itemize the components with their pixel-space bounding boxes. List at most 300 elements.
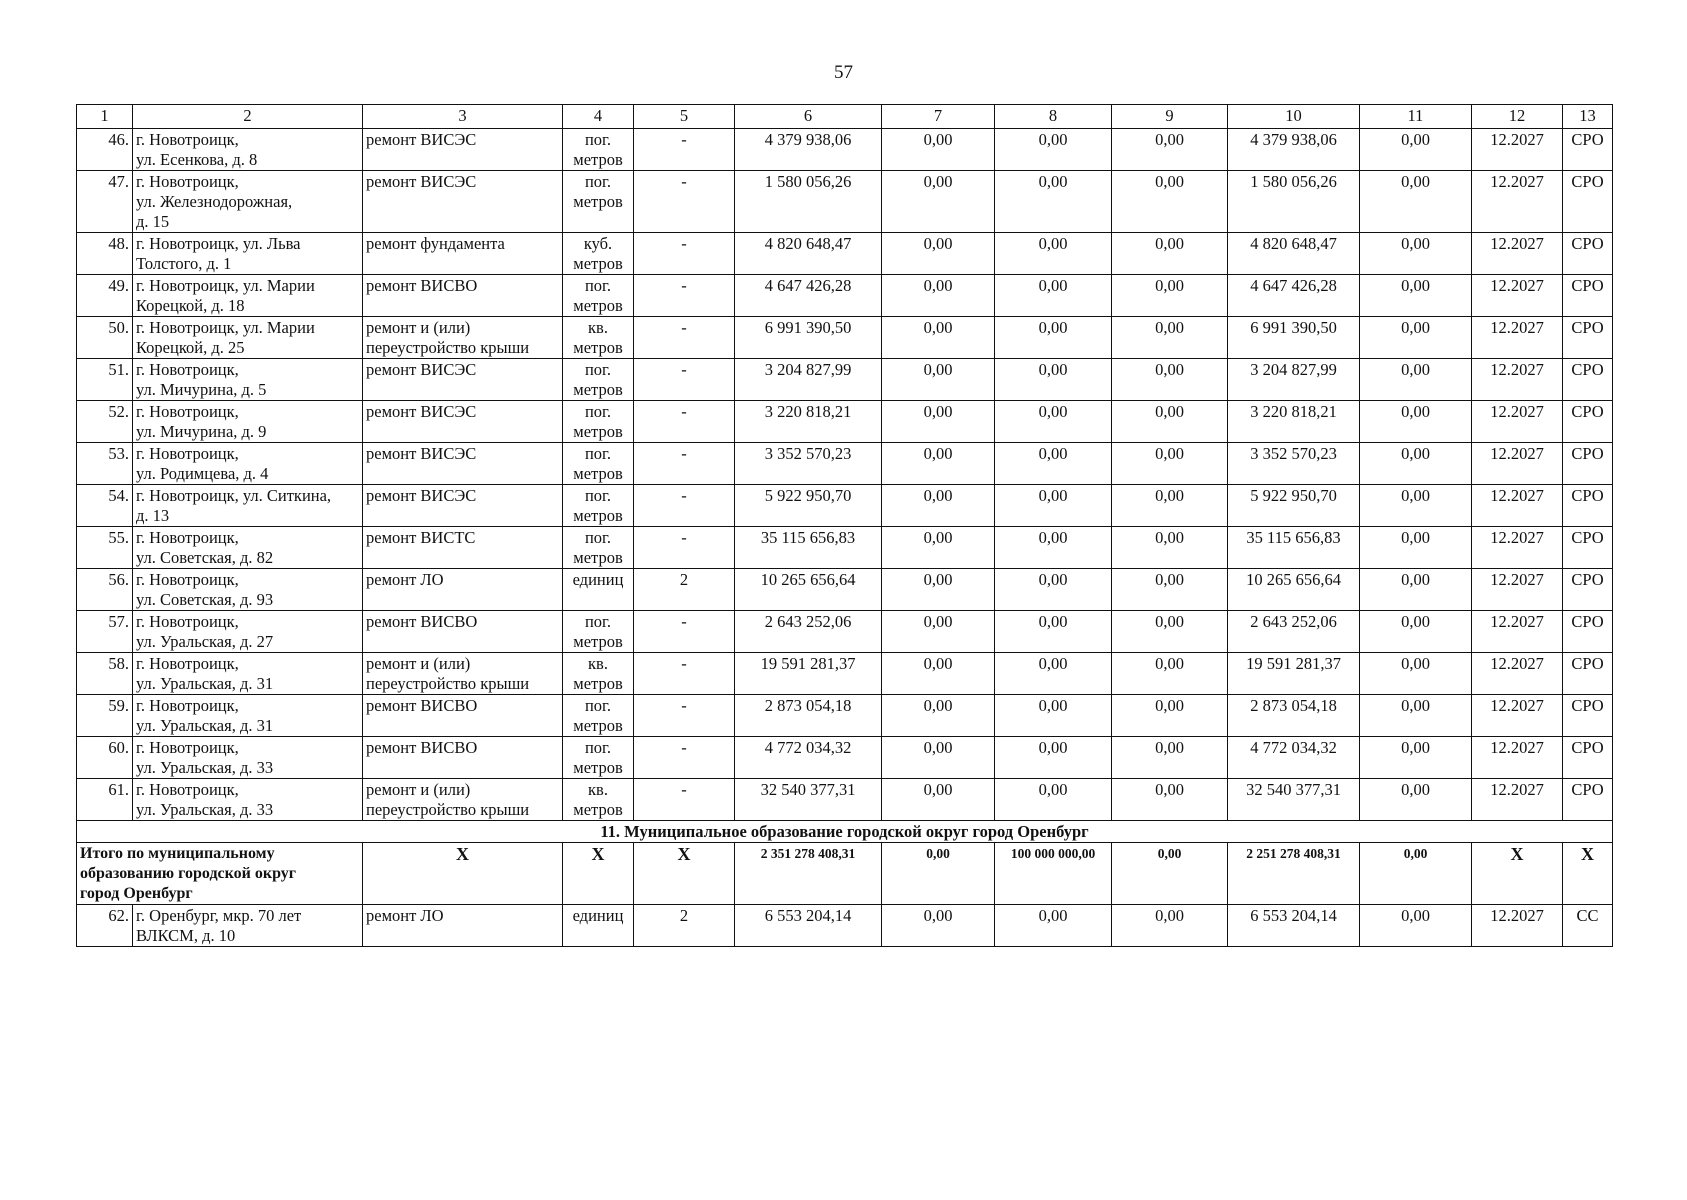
value-cell-9: 0,00 — [1112, 695, 1228, 737]
value-cell-9: 0,00 — [1112, 275, 1228, 317]
quantity-cell: - — [634, 317, 735, 359]
value-cell-11: 0,00 — [1360, 401, 1472, 443]
value-cell-12: 12.2027 — [1472, 737, 1563, 779]
address-cell — [133, 653, 363, 695]
address-cell-line: Корецкой, д. 25 — [136, 338, 245, 357]
unit-cell-line: метров — [573, 422, 623, 441]
value-cell-7: 0,00 — [882, 233, 995, 275]
value-cell-7: 0,00 — [882, 275, 995, 317]
value-cell-12: 12.2027 — [1472, 485, 1563, 527]
work-type-cell-line: ремонт ВИСЭС — [366, 172, 477, 191]
value-cell-11: 0,00 — [1360, 737, 1472, 779]
value-cell-6: 4 379 938,06 — [735, 129, 882, 171]
address-cell-line: ул. Советская, д. 93 — [136, 590, 274, 609]
value-cell-6: 3 352 570,23 — [735, 443, 882, 485]
value-cell-13: СРО — [1563, 171, 1613, 233]
value-cell-9: 0,00 — [1112, 171, 1228, 233]
value-cell-13: СРО — [1563, 569, 1613, 611]
unit-cell-line: метров — [573, 758, 623, 777]
work-type-cell-line: ремонт и (или) — [366, 780, 471, 799]
value-cell-11: 0,00 — [1360, 359, 1472, 401]
value-cell-8: 0,00 — [995, 779, 1112, 821]
table-row — [77, 527, 1613, 569]
value-cell-7: 0,00 — [882, 905, 995, 947]
row-number: 59. — [77, 695, 133, 737]
row-number: 53. — [77, 443, 133, 485]
value-cell-6: 5 922 950,70 — [735, 485, 882, 527]
unit-cell-line: пог. — [584, 276, 612, 295]
value-cell-12: 12.2027 — [1472, 611, 1563, 653]
row-number: 49. — [77, 275, 133, 317]
table-body — [77, 105, 1613, 947]
address-cell-line: ул. Есенкова, д. 8 — [136, 150, 258, 169]
value-cell-8: 0,00 — [995, 737, 1112, 779]
value-cell-6: 6 553 204,14 — [735, 905, 882, 947]
row-number: 57. — [77, 611, 133, 653]
value-cell-6: 19 591 281,37 — [735, 653, 882, 695]
value-cell-13: СРО — [1563, 737, 1613, 779]
quantity-cell: - — [634, 485, 735, 527]
value-cell-9: 0,00 — [1112, 317, 1228, 359]
total-cell-13: Х — [1563, 843, 1613, 905]
row-number: 58. — [77, 653, 133, 695]
value-cell-11: 0,00 — [1360, 779, 1472, 821]
value-cell-6: 4 820 648,47 — [735, 233, 882, 275]
unit-cell-line: метров — [573, 464, 623, 483]
total-label-line: город Оренбург — [80, 885, 193, 902]
value-cell-11: 0,00 — [1360, 233, 1472, 275]
row-number: 52. — [77, 401, 133, 443]
column-number-cell: 13 — [1563, 105, 1613, 129]
address-cell — [133, 443, 363, 485]
unit-cell — [563, 443, 634, 485]
table-row — [77, 171, 1613, 233]
address-cell-line: г. Новотроицк, ул. Льва — [136, 234, 301, 253]
work-type-cell-line: переустройство крыши — [366, 338, 530, 357]
table-row — [77, 275, 1613, 317]
unit-cell-line: пог. — [584, 130, 612, 149]
value-cell-7: 0,00 — [882, 129, 995, 171]
table-row — [77, 569, 1613, 611]
value-cell-10: 2 643 252,06 — [1228, 611, 1360, 653]
value-cell-11: 0,00 — [1360, 653, 1472, 695]
value-cell-11: 0,00 — [1360, 569, 1472, 611]
row-number: 48. — [77, 233, 133, 275]
table-row — [77, 695, 1613, 737]
work-type-cell-line: ремонт ВИСВО — [366, 276, 478, 295]
total-cell-8: 100 000 000,00 — [995, 843, 1112, 905]
work-type-cell-line: переустройство крыши — [366, 800, 530, 819]
value-cell-8: 0,00 — [995, 401, 1112, 443]
unit-cell-line: метров — [573, 338, 623, 357]
unit-cell-line: кв. — [588, 780, 608, 799]
work-type-cell — [363, 653, 563, 695]
address-cell-line: Толстого, д. 1 — [136, 254, 232, 273]
address-cell — [133, 695, 363, 737]
address-cell-line: г. Новотроицк, — [136, 570, 239, 589]
value-cell-8: 0,00 — [995, 275, 1112, 317]
value-cell-6: 10 265 656,64 — [735, 569, 882, 611]
value-cell-8: 0,00 — [995, 695, 1112, 737]
value-cell-7: 0,00 — [882, 779, 995, 821]
column-number-cell: 4 — [563, 105, 634, 129]
column-number-cell: 1 — [77, 105, 133, 129]
value-cell-12: 12.2027 — [1472, 443, 1563, 485]
value-cell-12: 12.2027 — [1472, 129, 1563, 171]
quantity-cell: - — [634, 653, 735, 695]
value-cell-8: 0,00 — [995, 233, 1112, 275]
total-cell-6: 2 351 278 408,31 — [735, 843, 882, 905]
address-cell-line: ул. Уральская, д. 27 — [136, 632, 274, 651]
work-type-cell — [363, 275, 563, 317]
value-cell-10: 6 553 204,14 — [1228, 905, 1360, 947]
address-cell-line: д. 13 — [136, 506, 170, 525]
unit-cell-line: пог. — [584, 738, 612, 757]
column-number-cell: 10 — [1228, 105, 1360, 129]
address-cell-line: г. Новотроицк, — [136, 130, 239, 149]
value-cell-11: 0,00 — [1360, 905, 1472, 947]
value-cell-10: 1 580 056,26 — [1228, 171, 1360, 233]
table-row — [77, 737, 1613, 779]
unit-cell — [563, 611, 634, 653]
value-cell-6: 32 540 377,31 — [735, 779, 882, 821]
unit-cell — [563, 695, 634, 737]
value-cell-10: 3 352 570,23 — [1228, 443, 1360, 485]
unit-cell-line: единиц — [572, 906, 624, 925]
value-cell-10: 35 115 656,83 — [1228, 527, 1360, 569]
address-cell — [133, 275, 363, 317]
address-cell — [133, 611, 363, 653]
unit-cell-line: метров — [573, 716, 623, 735]
address-cell-line: г. Новотроицк, — [136, 654, 239, 673]
value-cell-13: СРО — [1563, 695, 1613, 737]
value-cell-12: 12.2027 — [1472, 653, 1563, 695]
value-cell-13: СРО — [1563, 129, 1613, 171]
unit-cell — [563, 527, 634, 569]
unit-cell-line: пог. — [584, 172, 612, 191]
unit-cell — [563, 275, 634, 317]
address-cell-line: г. Оренбург, мкр. 70 лет — [136, 906, 302, 925]
value-cell-12: 12.2027 — [1472, 317, 1563, 359]
value-cell-7: 0,00 — [882, 527, 995, 569]
quantity-cell: - — [634, 233, 735, 275]
value-cell-6: 6 991 390,50 — [735, 317, 882, 359]
row-number: 51. — [77, 359, 133, 401]
work-type-cell-line: ремонт ВИСЭС — [366, 486, 477, 505]
column-number-cell: 2 — [133, 105, 363, 129]
row-number: 46. — [77, 129, 133, 171]
unit-cell — [563, 569, 634, 611]
work-type-cell-line: ремонт ЛО — [366, 570, 444, 589]
value-cell-10: 6 991 390,50 — [1228, 317, 1360, 359]
value-cell-9: 0,00 — [1112, 129, 1228, 171]
value-cell-9: 0,00 — [1112, 401, 1228, 443]
quantity-cell: - — [634, 527, 735, 569]
unit-cell — [563, 359, 634, 401]
address-cell — [133, 171, 363, 233]
value-cell-9: 0,00 — [1112, 443, 1228, 485]
value-cell-10: 4 647 426,28 — [1228, 275, 1360, 317]
address-cell-line: г. Новотроицк, ул. Ситкина, — [136, 486, 332, 505]
work-type-cell-line: ремонт ВИСВО — [366, 696, 478, 715]
unit-cell-line: единиц — [572, 570, 624, 589]
total-cell-5: Х — [634, 843, 735, 905]
work-type-cell-line: ремонт и (или) — [366, 318, 471, 337]
address-cell-line: ул. Уральская, д. 31 — [136, 716, 274, 735]
total-label-line: Итого по муниципальному — [80, 845, 275, 862]
value-cell-8: 0,00 — [995, 359, 1112, 401]
table-row — [77, 905, 1613, 947]
total-label-line: образованию городской округ — [80, 865, 297, 882]
total-cell-11: 0,00 — [1360, 843, 1472, 905]
work-type-cell-line: ремонт ВИСЭС — [366, 444, 477, 463]
quantity-cell: - — [634, 737, 735, 779]
value-cell-8: 0,00 — [995, 485, 1112, 527]
address-cell-line: г. Новотроицк, — [136, 696, 239, 715]
address-cell-line: ул. Мичурина, д. 5 — [136, 380, 267, 399]
address-cell — [133, 233, 363, 275]
total-cell-7: 0,00 — [882, 843, 995, 905]
value-cell-10: 10 265 656,64 — [1228, 569, 1360, 611]
unit-cell-line: метров — [573, 380, 623, 399]
value-cell-10: 4 379 938,06 — [1228, 129, 1360, 171]
value-cell-10: 4 820 648,47 — [1228, 233, 1360, 275]
unit-cell — [563, 737, 634, 779]
row-number: 62. — [77, 905, 133, 947]
value-cell-7: 0,00 — [882, 401, 995, 443]
column-number-cell: 11 — [1360, 105, 1472, 129]
address-cell-line: г. Новотроицк, — [136, 360, 239, 379]
unit-cell-line: куб. — [583, 234, 613, 253]
row-number: 61. — [77, 779, 133, 821]
address-cell-line: г. Новотроицк, — [136, 780, 239, 799]
address-cell-line: г. Новотроицк, — [136, 612, 239, 631]
work-type-cell — [363, 485, 563, 527]
work-type-cell-line: ремонт ВИСВО — [366, 612, 478, 631]
value-cell-10: 3 220 818,21 — [1228, 401, 1360, 443]
value-cell-8: 0,00 — [995, 171, 1112, 233]
address-cell — [133, 737, 363, 779]
value-cell-12: 12.2027 — [1472, 275, 1563, 317]
work-type-cell — [363, 359, 563, 401]
unit-cell-line: метров — [573, 506, 623, 525]
work-type-cell — [363, 129, 563, 171]
total-cell-12: Х — [1472, 843, 1563, 905]
value-cell-11: 0,00 — [1360, 443, 1472, 485]
address-cell-line: г. Новотроицк, — [136, 738, 239, 757]
value-cell-11: 0,00 — [1360, 171, 1472, 233]
address-cell-line: ул. Уральская, д. 31 — [136, 674, 274, 693]
unit-cell-line: кв. — [588, 654, 608, 673]
unit-cell — [563, 905, 634, 947]
unit-cell-line: метров — [573, 632, 623, 651]
section-title: 11. Муниципальное образование городской округ город Оренбург — [77, 821, 1613, 843]
value-cell-10: 19 591 281,37 — [1228, 653, 1360, 695]
unit-cell — [563, 233, 634, 275]
work-type-cell — [363, 171, 563, 233]
value-cell-7: 0,00 — [882, 171, 995, 233]
work-type-cell — [363, 779, 563, 821]
quantity-cell: - — [634, 171, 735, 233]
address-cell-line: ул. Уральская, д. 33 — [136, 800, 274, 819]
unit-cell — [563, 485, 634, 527]
table-row — [77, 611, 1613, 653]
value-cell-6: 2 873 054,18 — [735, 695, 882, 737]
value-cell-6: 35 115 656,83 — [735, 527, 882, 569]
section-header-row — [77, 821, 1613, 843]
unit-cell-line: метров — [573, 800, 623, 819]
value-cell-12: 12.2027 — [1472, 527, 1563, 569]
row-number: 60. — [77, 737, 133, 779]
address-cell — [133, 359, 363, 401]
value-cell-6: 4 772 034,32 — [735, 737, 882, 779]
quantity-cell: - — [634, 695, 735, 737]
value-cell-11: 0,00 — [1360, 485, 1472, 527]
address-cell — [133, 779, 363, 821]
value-cell-13: СРО — [1563, 359, 1613, 401]
capital-repair-table — [76, 104, 1613, 947]
address-cell-line: д. 15 — [136, 212, 170, 231]
work-type-cell — [363, 611, 563, 653]
address-cell-line: г. Новотроицк, — [136, 528, 239, 547]
value-cell-9: 0,00 — [1112, 569, 1228, 611]
value-cell-13: СРО — [1563, 233, 1613, 275]
column-number-row — [77, 105, 1613, 129]
total-cell-3: Х — [363, 843, 563, 905]
value-cell-11: 0,00 — [1360, 275, 1472, 317]
value-cell-8: 0,00 — [995, 569, 1112, 611]
table-row — [77, 485, 1613, 527]
quantity-cell: - — [634, 275, 735, 317]
value-cell-8: 0,00 — [995, 443, 1112, 485]
value-cell-11: 0,00 — [1360, 129, 1472, 171]
quantity-cell: - — [634, 443, 735, 485]
value-cell-9: 0,00 — [1112, 779, 1228, 821]
work-type-cell — [363, 737, 563, 779]
value-cell-12: 12.2027 — [1472, 171, 1563, 233]
table-row — [77, 129, 1613, 171]
value-cell-9: 0,00 — [1112, 359, 1228, 401]
address-cell — [133, 485, 363, 527]
total-cell-9: 0,00 — [1112, 843, 1228, 905]
value-cell-10: 5 922 950,70 — [1228, 485, 1360, 527]
column-number-cell: 9 — [1112, 105, 1228, 129]
quantity-cell: - — [634, 359, 735, 401]
address-cell-line: ВЛКСМ, д. 10 — [136, 926, 236, 945]
row-number: 56. — [77, 569, 133, 611]
value-cell-13: СРО — [1563, 779, 1613, 821]
value-cell-6: 3 204 827,99 — [735, 359, 882, 401]
column-number-cell: 8 — [995, 105, 1112, 129]
work-type-cell-line: ремонт ЛО — [366, 906, 444, 925]
value-cell-8: 0,00 — [995, 653, 1112, 695]
value-cell-8: 0,00 — [995, 905, 1112, 947]
unit-cell — [563, 129, 634, 171]
column-number-cell: 6 — [735, 105, 882, 129]
value-cell-7: 0,00 — [882, 695, 995, 737]
value-cell-11: 0,00 — [1360, 317, 1472, 359]
value-cell-7: 0,00 — [882, 737, 995, 779]
table-row — [77, 401, 1613, 443]
unit-cell — [563, 401, 634, 443]
row-number: 54. — [77, 485, 133, 527]
value-cell-9: 0,00 — [1112, 737, 1228, 779]
value-cell-9: 0,00 — [1112, 233, 1228, 275]
value-cell-13: СРО — [1563, 527, 1613, 569]
unit-cell-line: метров — [573, 548, 623, 567]
quantity-cell: - — [634, 129, 735, 171]
quantity-cell: 2 — [634, 569, 735, 611]
address-cell — [133, 569, 363, 611]
value-cell-8: 0,00 — [995, 317, 1112, 359]
unit-cell-line: пог. — [584, 402, 612, 421]
value-cell-13: СРО — [1563, 653, 1613, 695]
address-cell-line: г. Новотроицк, — [136, 172, 239, 191]
value-cell-6: 1 580 056,26 — [735, 171, 882, 233]
unit-cell-line: пог. — [584, 486, 612, 505]
address-cell — [133, 905, 363, 947]
address-cell-line: г. Новотроицк, — [136, 402, 239, 421]
work-type-cell — [363, 317, 563, 359]
unit-cell-line: метров — [573, 296, 623, 315]
value-cell-12: 12.2027 — [1472, 779, 1563, 821]
value-cell-11: 0,00 — [1360, 611, 1472, 653]
total-label — [77, 843, 363, 905]
work-type-cell — [363, 443, 563, 485]
value-cell-8: 0,00 — [995, 611, 1112, 653]
unit-cell — [563, 171, 634, 233]
column-number-cell: 5 — [634, 105, 735, 129]
value-cell-7: 0,00 — [882, 485, 995, 527]
unit-cell-line: пог. — [584, 612, 612, 631]
value-cell-13: СРО — [1563, 317, 1613, 359]
value-cell-7: 0,00 — [882, 359, 995, 401]
value-cell-12: 12.2027 — [1472, 695, 1563, 737]
work-type-cell-line: переустройство крыши — [366, 674, 530, 693]
table-row — [77, 359, 1613, 401]
value-cell-6: 3 220 818,21 — [735, 401, 882, 443]
value-cell-8: 0,00 — [995, 129, 1112, 171]
page-number: 57 — [834, 62, 853, 83]
work-type-cell — [363, 233, 563, 275]
table-row — [77, 779, 1613, 821]
table-row — [77, 443, 1613, 485]
value-cell-7: 0,00 — [882, 443, 995, 485]
work-type-cell-line: ремонт ВИСЭС — [366, 360, 477, 379]
address-cell — [133, 129, 363, 171]
row-number: 47. — [77, 171, 133, 233]
quantity-cell: 2 — [634, 905, 735, 947]
value-cell-7: 0,00 — [882, 317, 995, 359]
address-cell-line: г. Новотроицк, ул. Марии — [136, 276, 315, 295]
row-number: 55. — [77, 527, 133, 569]
table-row — [77, 317, 1613, 359]
value-cell-9: 0,00 — [1112, 485, 1228, 527]
unit-cell-line: метров — [573, 674, 623, 693]
value-cell-10: 2 873 054,18 — [1228, 695, 1360, 737]
address-cell-line: г. Новотроицк, ул. Марии — [136, 318, 315, 337]
value-cell-13: СРО — [1563, 401, 1613, 443]
value-cell-9: 0,00 — [1112, 905, 1228, 947]
work-type-cell-line: ремонт фундамента — [366, 234, 505, 253]
value-cell-9: 0,00 — [1112, 653, 1228, 695]
column-number-cell: 3 — [363, 105, 563, 129]
unit-cell-line: пог. — [584, 696, 612, 715]
address-cell — [133, 401, 363, 443]
value-cell-11: 0,00 — [1360, 695, 1472, 737]
value-cell-10: 3 204 827,99 — [1228, 359, 1360, 401]
value-cell-13: СРО — [1563, 611, 1613, 653]
